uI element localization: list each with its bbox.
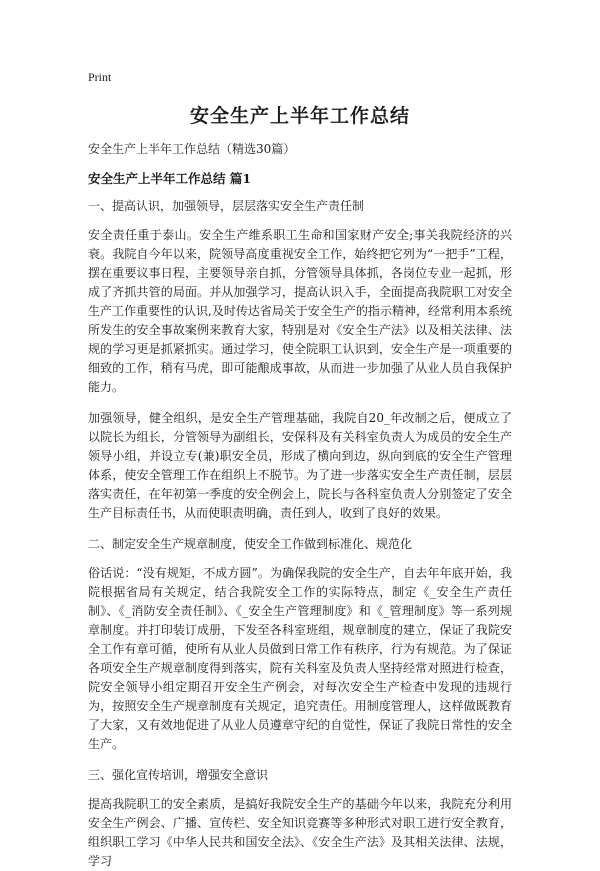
- paragraph-1: 安全责任重于泰山。安全生产维系职工生命和国家财产安全;事关我院经济的兴衰。我院自今年以来，院领导高度重视安全工作，始终把它列为“一把手”工程，摆在重要议事日程，主要领导亲自抓，分管领导具体抓，各岗位专业一起抓，形成了齐抓共管的局面。并从加强学习，提高认识入手，全面提高我院职工对安全生产工作重要性的认识,及时传达省局关于安全生产的指示精神，经常利用本系统所发生的安全事故案例来教育大家，特别是对《安全生产法》以及相关法律、法规的学习更是抓紧抓实。通过学习，使全院职工认识到，安全生产是一项重要的细致的工作，稍有马虎，即可能酿成事故，从而进一步加强了从业人员自我保护能力。: [88, 228, 512, 394]
- print-link[interactable]: Print: [88, 70, 112, 84]
- document-title: 安全生产上半年工作总结: [189, 105, 410, 127]
- section-title: 安全生产上半年工作总结 篇1: [88, 171, 252, 186]
- paragraph-2: 加强领导，健全组织，是安全生产管理基础，我院自20_年改制之后，便成立了以院长为组长，分管领导为副组长，安保科及有关科室负责人为成员的安全生产领导小组，并设立专(兼)职安全员，形成了横向到边，纵向到底的安全生产管理体系，使安全管理工作在组织上不脱节。为了进一步落实安全生产责任制，层层落实责任，在年初第一季度的安全例会上，院长与各科室负责人分别签定了安全生产目标责任书，从而使职责明确，责任到人，收到了良好的效果。: [88, 411, 512, 520]
- heading-2: 二、制定安全生产规章制度，使安全工作做到标准化、规范化: [88, 537, 413, 551]
- document-subtitle: 安全生产上半年工作总结（精选30篇）: [88, 142, 296, 156]
- heading-3: 三、强化宣传培训，增强安全意识: [88, 768, 269, 782]
- heading-1: 一、提高认识，加强领导，层层落实安全生产责任制: [88, 199, 365, 213]
- paragraph-3: 俗话说：“没有规矩，不成方圆”。为确保我院的安全生产，自去年年底开始，我院根据省局有关规定，结合我院安全工作的实际特点，制定《_安全生产责任制》、《_消防安全责任制》、《_安全生产管理制度》和《_管理制度》等一系列规章制度。并打印装订成册，下发至各科室班组，规章制度的建立，保证了我院安全工作有章可循，使所有从业人员做到日常工作有秩序，行为有规范。为了保证各项安全生产规章制度得到落实，院有关科室及负责人坚持经常对照进行检查，院安全领导小组定期召开安全生产例会，对每次安全生产检查中发现的违规行为，按照安全生产规章制度有关规定，追究责任。用制度管理人，这样做既教育了大家，又有效地促进了从业人员遵章守纪的自觉性，保证了我院日常性的安全生产。: [88, 566, 512, 751]
- paragraph-4: 提高我院职工的安全素质，是搞好我院安全生产的基础今年以来，我院充分利用安全生产例会、广播、宣传栏、安全知识竞赛等多种形式对职工进行安全教育，组织职工学习《中华人民共和国安全法》、《安全生产法》及其相关法律、法规，学习: [88, 797, 512, 868]
